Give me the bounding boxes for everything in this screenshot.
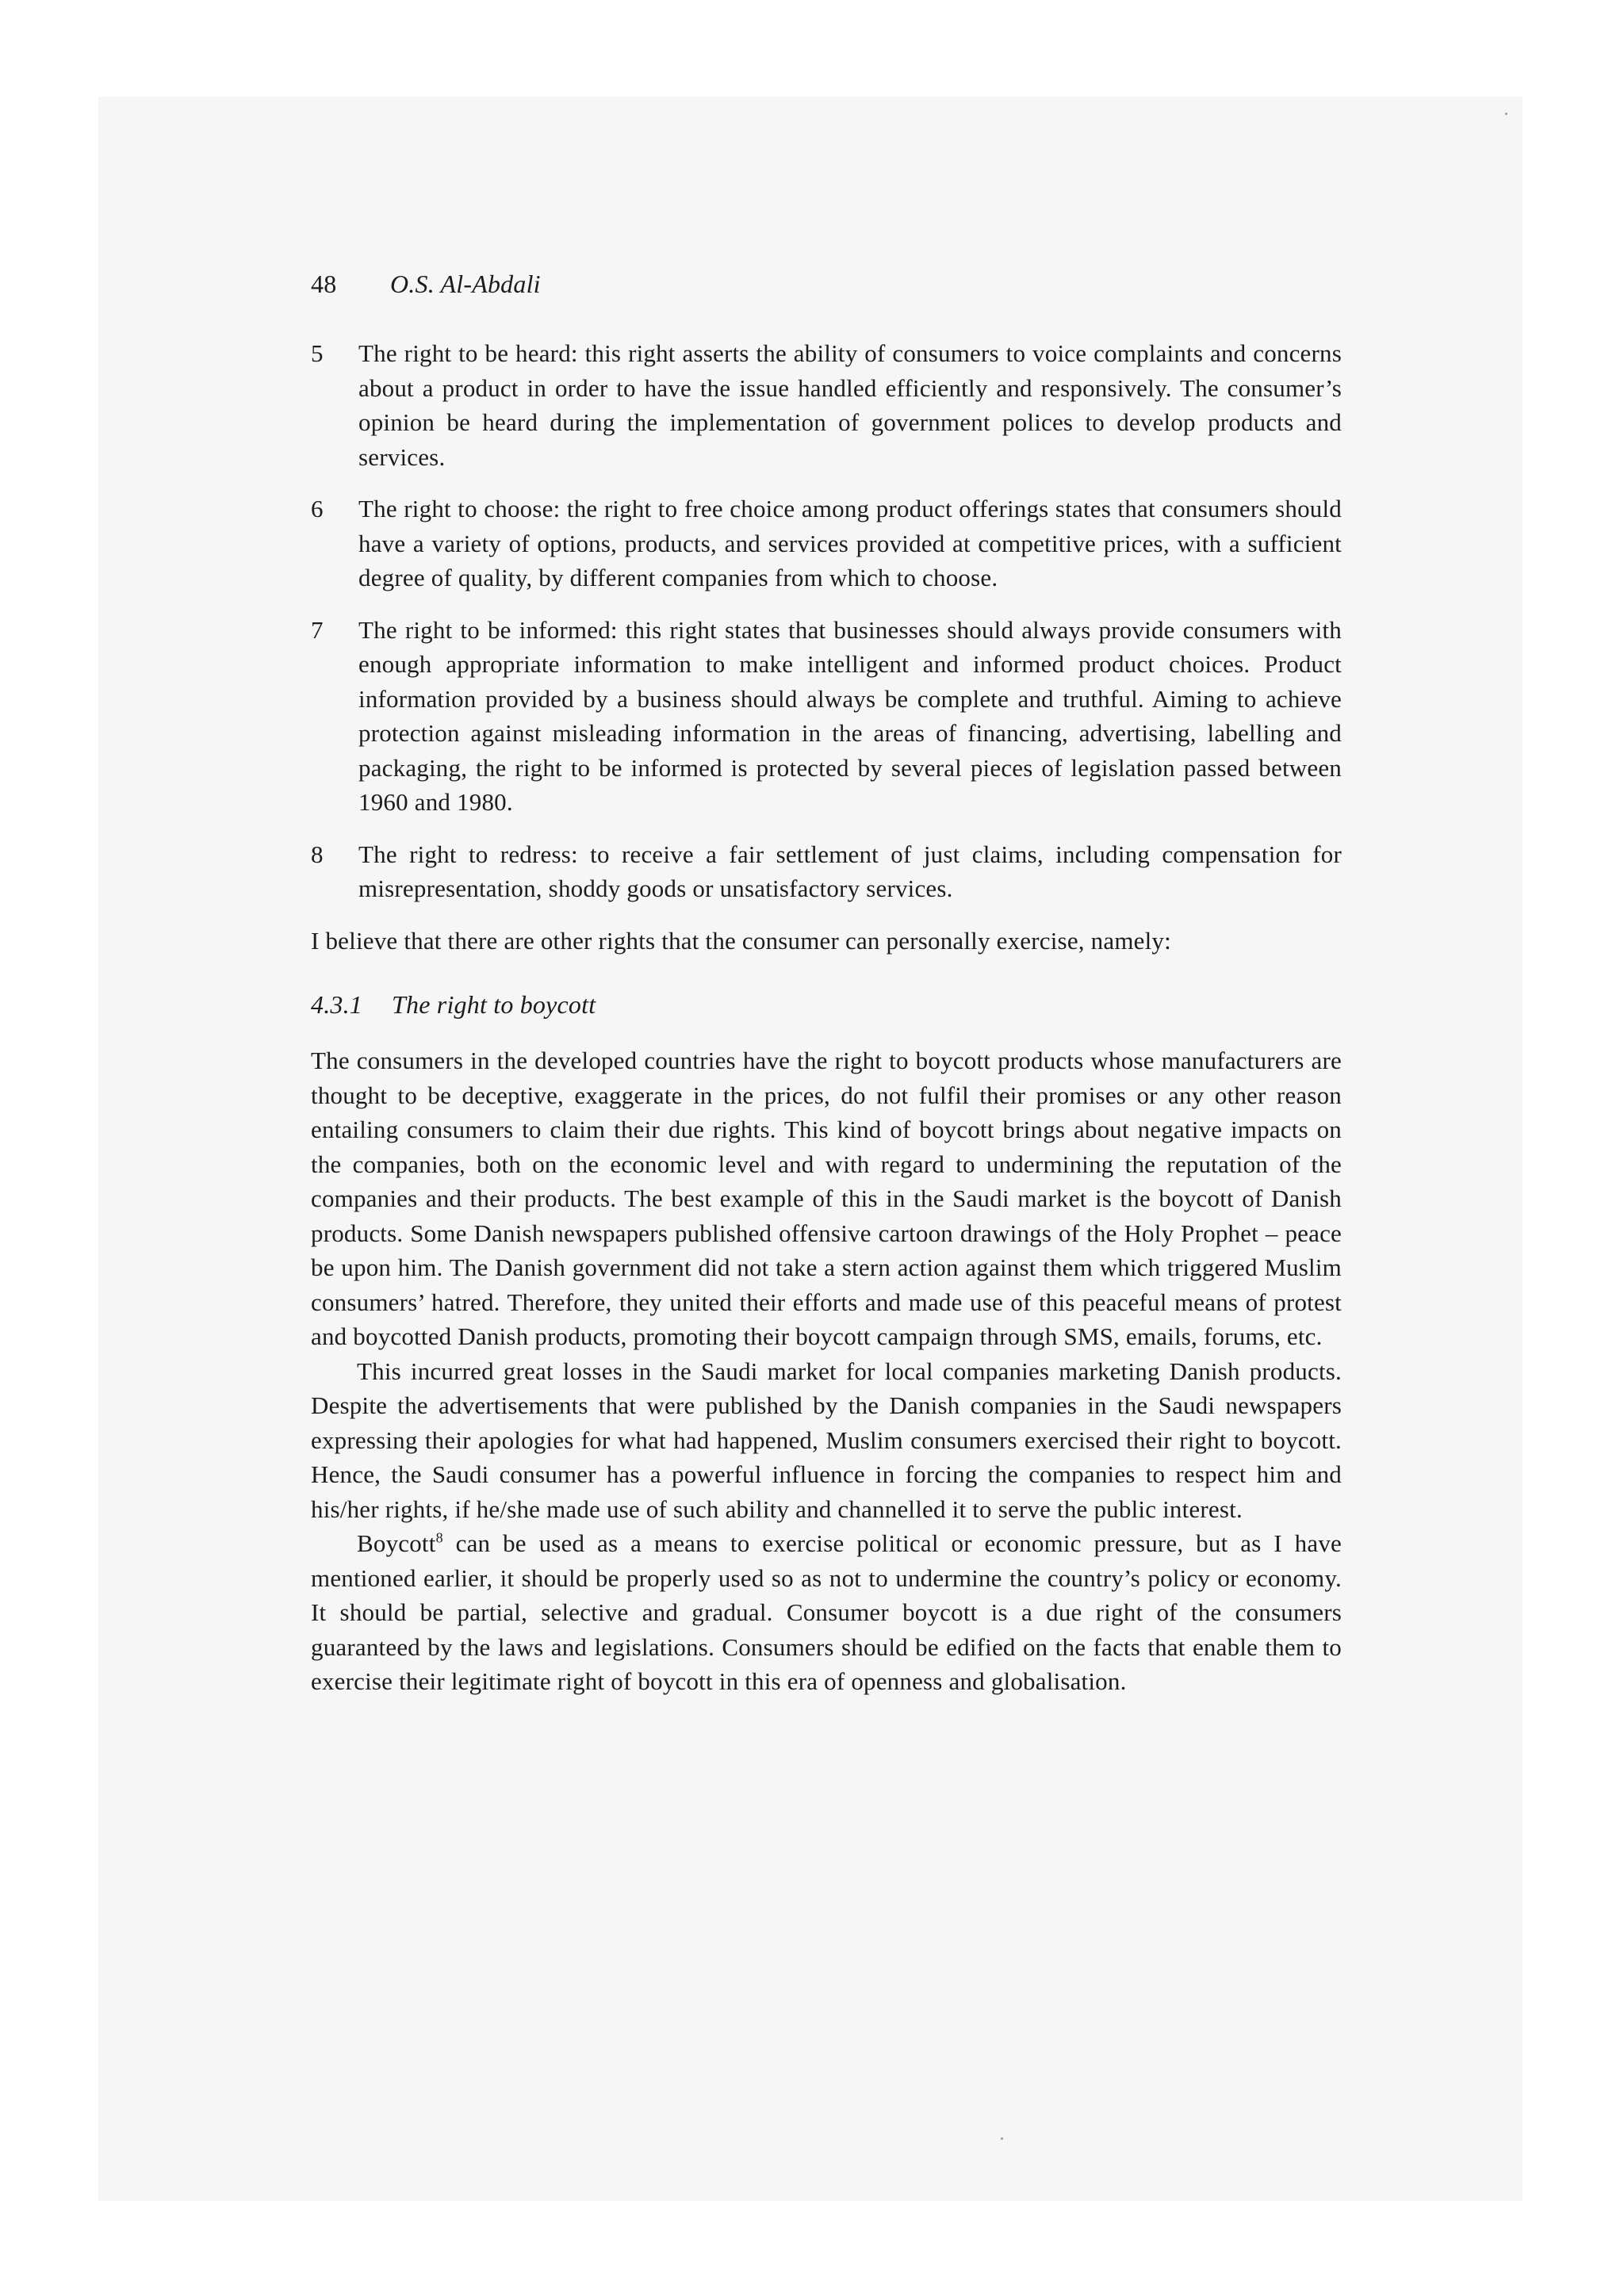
boycott-word: Boycott [357, 1529, 436, 1557]
scan-speck [1001, 2137, 1003, 2140]
list-item-text: The right to redress: to receive a fair settlement of just claims, including compensation for misrepresentation, shoddy goods or unsatisfactory services. [358, 840, 1342, 902]
section-heading [311, 988, 1342, 1021]
body-paragraph [311, 1526, 1342, 1699]
list-item [311, 492, 1342, 595]
page-number: 48 [311, 270, 337, 298]
section-number: 4.3.1 [311, 990, 362, 1019]
list-item [311, 613, 1342, 820]
running-author: O.S. Al-Abdali [390, 270, 541, 298]
body-paragraph: This incurred great losses in the Saudi market for local companies marketing Danish products. Despite the advertisements that were published by the Danish companies in the Saudi newspapers expressing their apologies for what had happened, Muslim consumers exercised their right to boycott. Hence, the Saudi consumer has a powerful influence in forcing the companies to respect him and his/her rights, if he/she made use of such ability and channelled it to serve the public interest. [311, 1357, 1342, 1523]
list-item [311, 837, 1342, 906]
section-title: The right to boycott [392, 990, 596, 1019]
body-paragraph: The consumers in the developed countries have the right to boycott products whose manufacturers are thought to be deceptive, exaggerate in the prices, do not fulfil their promises or any other reason entailing consumers to claim their due rights. This kind of boycott brings about negative impacts on the companies, both on the economic level and with regard to undermining the reputation of the companies and their products. The best example of this in the Saudi market is the boycott of Danish products. Some Danish newspapers published offensive cartoon drawings of the Holy Prophet – peace be upon him. The Danish government did not take a stern action against them which triggered Muslim consumers’ hatred. Therefore, they united their efforts and made use of this peaceful means of protest and boycotted Danish products, promoting their boycott campaign through SMS, emails, forums, etc. [311, 1047, 1342, 1350]
scan-speck [1505, 113, 1507, 115]
running-head [311, 268, 1342, 300]
list-item-number: 5 [311, 339, 324, 367]
intro-paragraph: I believe that there are other rights that the consumer can personally exercise, namely: [311, 926, 1171, 955]
rights-list [311, 336, 1342, 906]
page-content [311, 268, 1342, 1699]
paragraph-text: can be used as a means to exercise political or economic pressure, but as I have mentioned earlier, it should be properly used so as not to undermine the country’s policy or economy. It should be partial, selective and gradual. Consumer boycott is a due right of the consumers guaranteed by the laws and legislations. Consumers should be edified on the facts that enable them to exercise their legitimate right of boycott in this era of openness and globalisation. [311, 1529, 1342, 1695]
list-item-text: The right to be heard: this right asserts the ability of consumers to voice complaints and concerns about a product in order to have the issue handled efficiently and responsively. The consumer’s opinion be heard during the implementation of government polices to develop products and services. [358, 339, 1342, 471]
list-item-number: 8 [311, 840, 324, 868]
list-item-number: 6 [311, 495, 324, 522]
list-item [311, 336, 1342, 474]
list-item-text: The right to choose: the right to free choice among product offerings states that consumers should have a variety of options, products, and services provided at competitive prices, with a sufficient degree of quality, by different companies from which to choose. [358, 495, 1342, 591]
list-item-number: 7 [311, 615, 324, 644]
footnote-marker: 8 [435, 1529, 443, 1546]
list-item-text: The right to be informed: this right states that businesses should always provide consumers with enough appropriate information to make intelligent and informed product choices. Product information provided by a business should always be complete and truthful. Aiming to achieve protection against misleading information in the areas of financing, advertising, labelling and packaging, the right to be informed is protected by several pieces of legislation passed between 1960 and 1980. [358, 615, 1342, 816]
